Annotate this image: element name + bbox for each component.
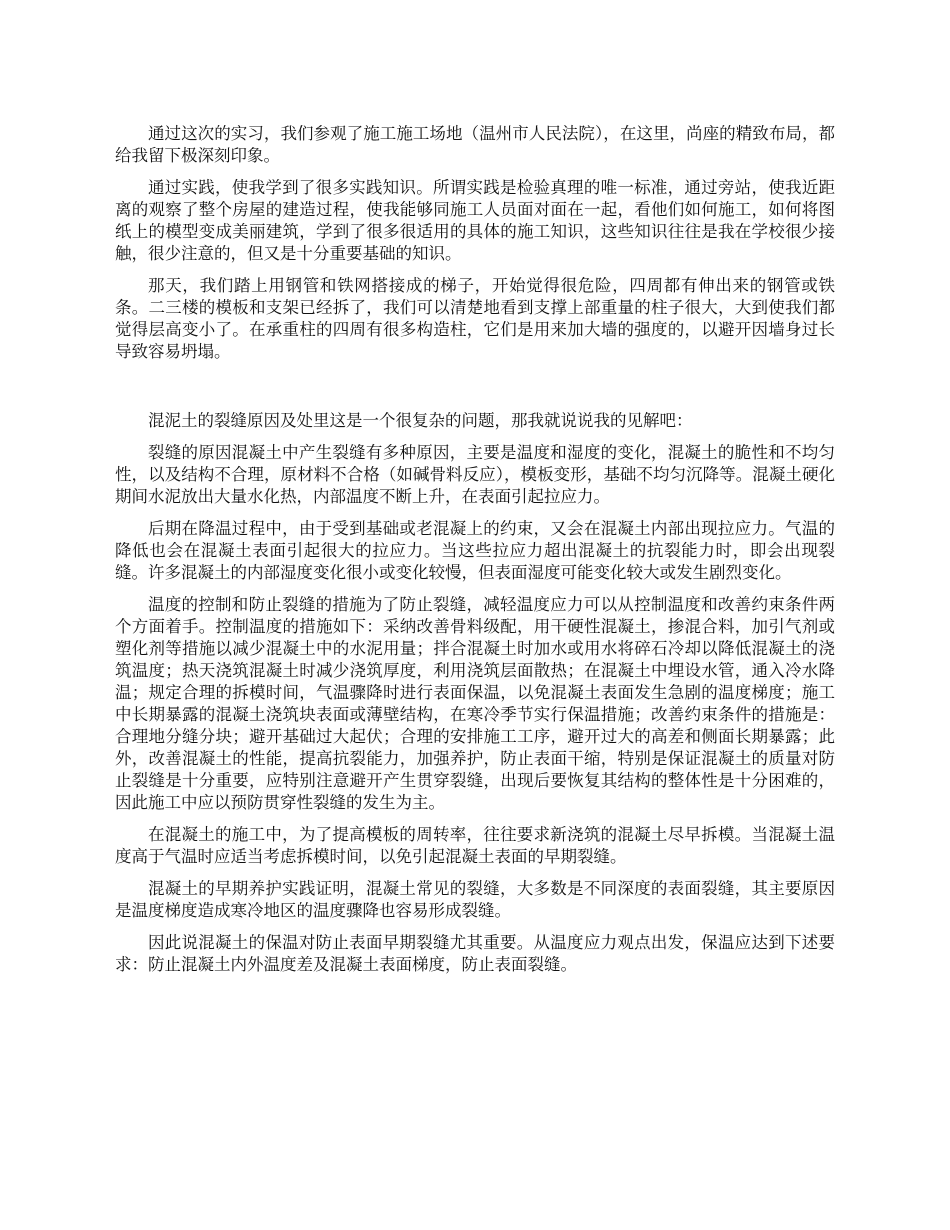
paragraph: 混凝土的早期养护实践证明，混凝土常见的裂缝，大多数是不同深度的表面裂缝，其主要原因是温度梯度造成寒冷地区的温度骤降也容易形成裂缝。 — [115, 879, 835, 920]
section-gap — [115, 373, 835, 410]
document-body — [115, 123, 835, 986]
paragraph: 通过这次的实习，我们参观了施工施工场地（温州市人民法院），在这里，尚座的精致布局，都给我留下极深刻印象。 — [115, 124, 835, 165]
paragraph: 混泥土的裂缝原因及处里这是一个很复杂的问题，那我就说说我的见解吧： — [148, 411, 693, 430]
paragraph: 温度的控制和防止裂缝的措施为了防止裂缝，减轻温度应力可以从控制温度和改善约束条件两个方面着手。控制温度的措施如下：采纳改善骨料级配，用干硬性混凝土，掺混合料，加引气剂或塑化剂等措施以减少混凝土中的水泥用量；拌合混凝土时加水或用水将碎石冷却以降低混凝土的浇筑温度；热天浇筑混凝土时减少浇筑厚度，利用浇筑层面散热；在混凝土中埋设水管，通入冷水降温；规定合理的拆模时间，气温骤降时进行表面保温，以免混凝土表面发生急剧的温度梯度；施工中长期暴露的混凝土浇筑块表面或薄壁结构，在寒冷季节实行保温措施；改善约束条件的措施是：合理地分缝分块；避开基础过大起伏；合理的安排施工工序，避开过大的高差和侧面长期暴露；此外，改善混凝土的性能，提高抗裂能力，加强养护，防止表面干缩，特别是保证混凝土的质量对防止裂缝是十分重要，应特别注意避开产生贯穿裂缝，出现后要恢复其结构的整体性是十分困难的，因此施工中应以预防贯穿性裂缝的发生为主。 — [115, 595, 835, 812]
paragraph: 裂缝的原因混凝土中产生裂缝有多种原因，主要是温度和湿度的变化，混凝土的脆性和不均匀性，以及结构不合理，原材料不合格（如碱骨料反应），模板变形，基础不均匀沉降等。混凝土硬化期间水泥放出大量水化热，内部温度不断上升，在表面引起拉应力。 — [115, 443, 835, 506]
paragraph: 通过实践，使我学到了很多实践知识。所谓实践是检验真理的唯一标准，通过旁站，使我近距离的观察了整个房屋的建造过程，使我能够同施工人员面对面在一起，看他们如何施工，如何将图纸上的模型变成美丽建筑，学到了很多很适用的具体的施工知识，这些知识往往是我在学校很少接触，很少注意的，但又是十分重要基础的知识。 — [115, 178, 835, 263]
paragraph: 因此说混凝土的保温对防止表面早期裂缝尤其重要。从温度应力观点出发，保温应达到下述要求：防止混凝土内外温度差及混凝土表面梯度，防止表面裂缝。 — [115, 933, 835, 974]
paragraph: 在混凝土的施工中，为了提高模板的周转率，往往要求新浇筑的混凝土尽早拆模。当混凝土温度高于气温时应适当考虑拆模时间，以免引起混凝土表面的早期裂缝。 — [115, 825, 835, 866]
paragraph: 后期在降温过程中，由于受到基础或老混凝上的约束，又会在混凝土内部出现拉应力。气温的降低也会在混凝土表面引起很大的拉应力。当这些拉应力超出混凝土的抗裂能力时，即会出现裂缝。许多混凝土的内部湿度变化很小或变化较慢，但表面湿度可能变化较大或发生剧烈变化。 — [115, 519, 835, 582]
paragraph: 那天，我们踏上用钢管和铁网搭接成的梯子，开始觉得很危险，四周都有伸出来的钢管或铁条。二三楼的模板和支架已经拆了，我们可以清楚地看到支撑上部重量的柱子很大，大到使我们都觉得层高变小了。在承重柱的四周有很多构造柱，它们是用来加大墙的强度的，以避开因墙身过长导致容易坍塌。 — [115, 276, 835, 361]
